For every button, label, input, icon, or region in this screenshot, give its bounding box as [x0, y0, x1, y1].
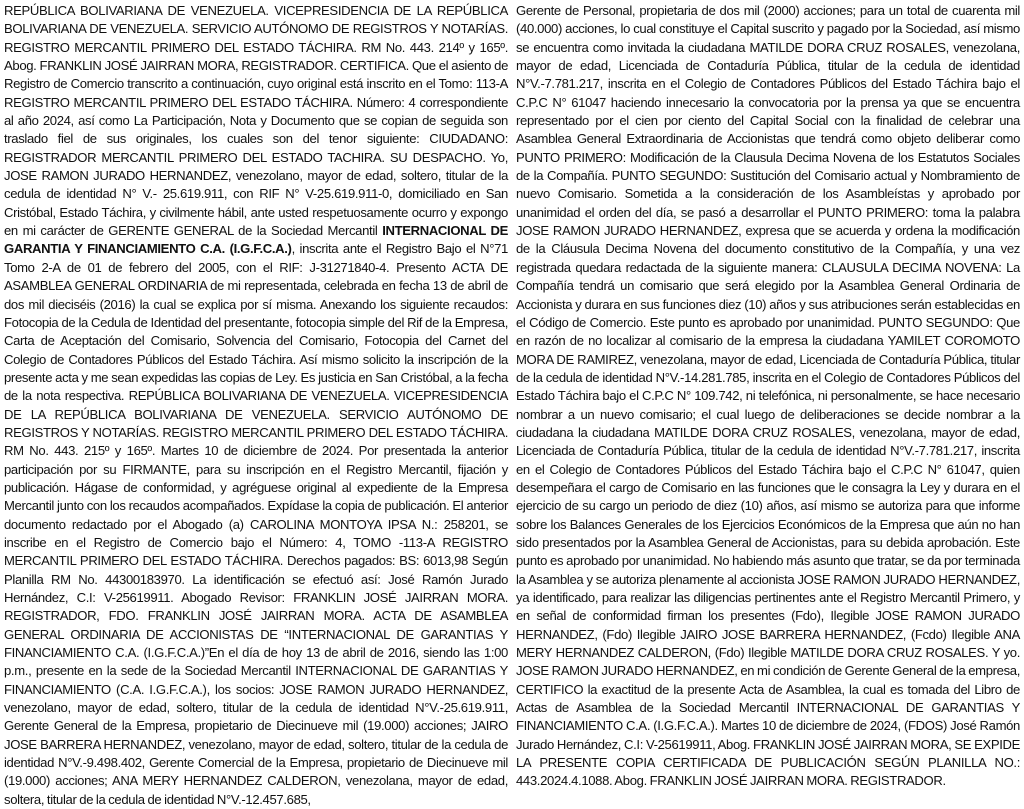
notice-right-column [516, 2, 1020, 789]
notice-left-text-part2: , inscrita ante el Registro Bajo el N°71 Tomo 2-A de 01 de febrero del 2005, con el RIF: J-31271840-4. Presento ACTA DE ASAMBLEA GENERAL ORDINARIA de mi representada, celebrada en fecha 13 de abril de dos mil dieciséis (2016) la cual se explica por sí misma. Anexando los siguiente recaudos: Fotocopia de la Cedula de Identidad del presentante, fotocopia simple del Rif de la Empresa, Carta de Aceptación del Comisario, Solvencia del Comisario, Fotocopia del Carnet del Colegio de Contadores Públicos del Estado Táchira. Así mismo solicito la inscripción de la presente acta y me sean expedidas las copias de Ley. Es justicia en San Cristóbal, a la fecha de la nota respectiva. REPÚBLICA BOLIVARIANA DE VENEZUELA. VICEPRESIDENCIA DE LA REPÚBLICA BOLIVARIANA DE VENEZUELA. SERVICIO AUTÓNOMO DE REGISTROS Y NOTARÍAS. REGISTRO MERCANTIL PRIMERO DEL ESTADO TÁCHIRA. RM No. 443. 215º y 165º. Martes 10 de diciembre de 2024. Por presentada la anterior participación por su FIRMANTE, para su inscripción en el Registro Mercantil, fijación y publicación. Hágase de conformidad, y agréguese original al expediente de la Empresa Mercantil junto con los recaudos acompañados. Expídase la copia de publicación. El anterior documento redactado por el Abogado (a) CAROLINA MONTOYA IPSA N.: 258201, se inscribe en el Registro de Comercio bajo el Número: 4, TOMO -113-A REGISTRO MERCANTIL PRIMERO DEL ESTADO TÁCHIRA. Derechos pagados: BS: 6013,98 Según Planilla RM No. 44300183970. La identificación se efectuó así: José Ramón Jurado Hernández, C.I: V-25619911. Abogado Revisor: FRANKLIN JOSÉ JAIRRAN MORA. REGISTRADOR, FDO. FRANKLIN JOSÉ JAIRRAN MORA. ACTA DE ASAMBLEA GENERAL ORDINARIA DE ACCIONISTAS DE “INTERNACIONAL DE GARANTIAS Y FINANCIAMIENTO C.A. (I.G.F.C.A.)”En el día de hoy 13 de abril de 2016, siendo las 1:00 p.m., presente en la sede de la Sociedad Mercantil INTERNACIONAL DE GARANTIAS Y FINANCIAMIENTO (C.A. I.G.F.C.A.), los socios: JOSE RAMON JURADO HERNANDEZ, venezolano, mayor de edad, soltero, titular de la cedula de identidad N°V.-25.619.911, Gerente General de la Empresa, propietario de Diecinueve mil (19.000) acciones; JAIRO JOSE BARRERA HERNANDEZ, venezolano, mayor de edad, soltero, titular de la cedula de identidad N°V.-9.498.402, Gerente Comercial de la Empresa, propietario de Diecinueve mil (19.000) acciones; ANA MERY HERNANDEZ CALDERON, venezolana, mayor de edad, soltera, titular de la cedula de identidad N°V.-12.457.685, [4, 241, 508, 807]
notice-left-paragraph [4, 2, 508, 809]
company-name-bold: INTERNACIONAL DE GARANTIA Y FINANCIAMIENTO C.A. (I.G.F.C.A.) [4, 223, 508, 257]
notice-right-paragraph: Gerente de Personal, propietaria de dos mil (2000) acciones; para un total de cuarenta mil (40.000) acciones, lo cual constituye el Capital suscrito y pagado por la Sociedad, así mismo se encuentra como invitada la ciudadana MATILDE DORA CRUZ ROSALES, venezolana, mayor de edad, Licenciada de Contaduría Pública, titular de la cedula de identidad N°V.-7.781.217, inscrita en el Colegio de Contadores Públicos del Estado Táchira bajo el C.P.C N° 61047 haciendo innecesario la convocatoria por la prensa ya que se encuentra representado por el cien por ciento del Capital Social con la finalidad de celebrar una Asamblea General Extraordinaria de Accionistas que tendrá como objeto deliberar como PUNTO PRIMERO: Modificación de la Clausula Decima Novena de los Estatutos Sociales de la Compañía. PUNTO SEGUNDO: Sustitución del Comisario actual y Nombramiento de nuevo Comisario. Sometida a la consideración de los Asambleístas y aprobado por unanimidad el orden del día, se pasó a desarrollar el PUNTO PRIMERO: toma la palabra JOSE RAMON JURADO HERNANDEZ, expresa que se acuerda y ordena la modificación de la Cláusula Decima Novena del documento constitutivo de la Compañía, y una vez registrada quedara redactada de la siguiente manera: CLAUSULA DECIMA NOVENA: La Compañía tendrá un comisario que será elegido por la Asamblea General Ordinaria de Accionista y durara en sus funciones diez (10) años y sus atribuciones serán establecidas en el Código de Comercio. Este punto es aprobado por unanimidad. PUNTO SEGUNDO: Que en razón de no localizar al comisario de la empresa la ciudadana YAMILET COROMOTO MORA DE RAMIREZ, venezolana, mayor de edad, Licenciada de Contaduría Pública, titular de la cedula de identidad N°V.-14.281.785, inscrita en el Colegio de Contadores Públicos del Estado Táchira bajo el C.P.C N° 109.742, ni telefónica, ni personalmente, se hace necesario nombrar a un nuevo comisario; el cual luego de deliberaciones se decide nombrar a la ciudadana la ciudadana MATILDE DORA CRUZ ROSALES, venezolana, mayor de edad, Licenciada de Contaduría Pública, titular de la cedula de identidad N°V.-7.781.217, inscrita en el Colegio de Contadores Públicos del Estado Táchira bajo el C.P.C N° 61047, quien desempeñara el cargo de Comisario en las funciones que le consagra la Ley y durara en el ejercicio de su cargo un periodo de diez (10) años, así mismo se autoriza para que informe sobre los Balances Generales de los Ejercicios Económicos de la Empresa que aún no han sido presentados por la Asamblea General de Accionistas, para su debida aprobación. Este punto es aprobado por unanimidad. No habiendo más asunto que tratar, se da por terminada la Asamblea y se autoriza plenamente al accionista JOSE RAMON JURADO HERNANDEZ, ya identificado, para realizar las diligencias pertinentes ante el Registro Mercantil Primero, y en señal de conformidad firman los presentes (Fdo), Ilegible JOSE RAMON JURADO HERNANDEZ, (Fdo) Ilegible JAIRO JOSE BARRERA HERNANDEZ, (Fcdo) Ilegible ANA MERY HERNANDEZ CALDERON, (Fdo) Ilegible MATILDE DORA CRUZ ROSALES. Y yo. JOSE RAMON JURADO HERNANDEZ, en mi condición de Gerente General de la empresa, CERTIFICO la exactitud de la presente Acta de Asamblea, la cual es tomada del Libro de Actas de Asamblea de la Sociedad Mercantil INTERNACIONAL DE GARANTIAS Y FINANCIAMIENTO C.A. (I.G.F.C.A.). Martes 10 de diciembre de 2024, (FDOS) José Ramón Jurado Hernández, C.I: V-25619911, Abog. FRANKLIN JOSÉ JAIRRAN MORA, SE EXPIDE LA PRESENTE COPIA CERTIFICADA DE PUBLICACIÓN SEGÚN PLANILLA NO.: 443.2024.4.1088. Abog. FRANKLIN JOSÉ JAIRRAN MORA. REGISTRADOR. [516, 3, 1020, 789]
notice-left-text-part1: REPÚBLICA BOLIVARIANA DE VENEZUELA. VICEPRESIDENCIA DE LA REPÚBLICA BOLIVARIANA DE VENEZUELA. SERVICIO AUTÓNOMO DE REGISTROS Y NOTARÍAS. REGISTRO MERCANTIL PRIMERO DEL ESTADO TÁCHIRA. RM No. 443. 214º y 165º. Abog. FRANKLIN JOSÉ JAIRRAN MORA, REGISTRADOR. CERTIFICA. Que el asiento de Registro de Comercio transcrito a continuación, cuyo original está inscrito en el Tomo: 113-A REGISTRO MERCANTIL PRIMERO DEL ESTADO TÁCHIRA. Número: 4 correspondiente al año 2024, así como La Participación, Nota y Documento que se copian de seguida son traslado fiel de sus originales, los cuales son del tenor siguiente: CIUDADANO: REGISTRADOR MERCANTIL PRIMERO DEL ESTADO TACHIRA. SU DESPACHO. Yo, JOSE RAMON JURADO HERNANDEZ, venezolano, mayor de edad, soltero, titular de la cedula de identidad N° V.- 25.619.911, con RIF N° V-25.619.911-0, domiciliado en San Cristóbal, Estado Táchira, y civilmente hábil, ante usted respetuosamente ocurro y expongo en mi carácter de GERENTE GENERAL de la Sociedad Mercantil [4, 3, 508, 239]
notice-left-column [4, 2, 508, 807]
